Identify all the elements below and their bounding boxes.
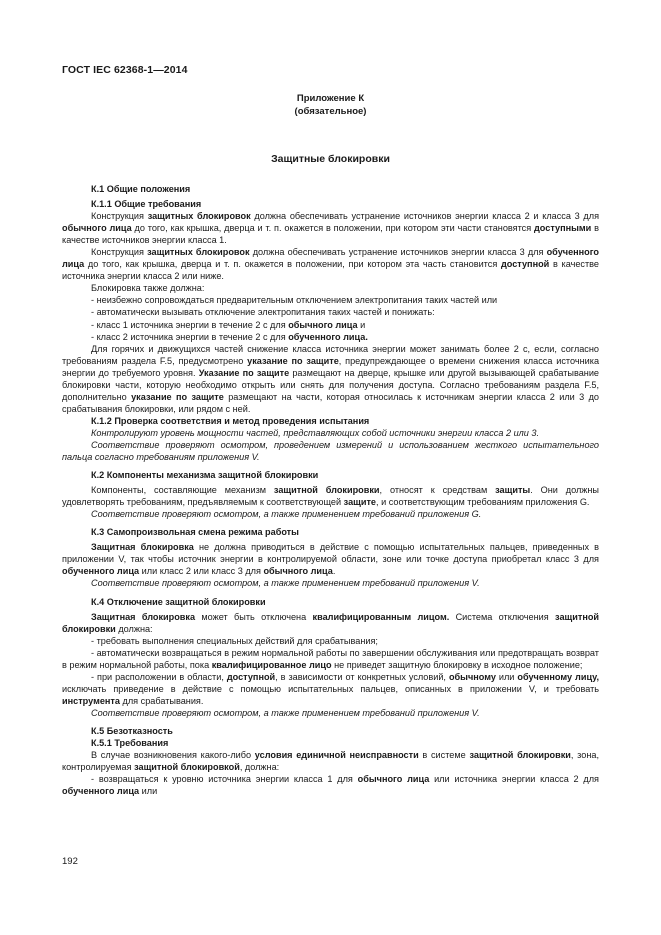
paragraph: Конструкция защитных блокировок должна обеспечивать устранение источников энергии класса 3 для обученного лица до того, как крышка, дверца и т. п. окажется в положении, при котором эта часть становится доступной в качестве источника энергии класса 2 или ниже. [62,247,599,282]
document-body [62,183,599,797]
paragraph: Для горячих и движущихся частей снижение класса источника энергии может занимать более 2 с, если, согласно требованиям раздела F.5, предусмотрено указание по защите, предупреждающее о времени снижения класса источника энергии до требуемого уровня. Указание по защите размещают на дверце, крышке или другой вызывающей срабатывание блокировки части, которую необходимо открыть или снять для получения доступа. Согласно требованиям раздела F.5, дополнительно указание по защите размещают на части, которая относилась к источникам энергии класса 2 или 3 до срабатывания блокировки, или рядом с ней. [62,343,600,414]
list-item: - возвращаться к уровню источника энергии класса 1 для обычного лица или источника энергии класса 2 для обученного лица или [62,774,599,797]
paragraph: Защитная блокировка не должна приводиться в действие с помощью испытательных пальцев, приведенных в приложении V, так чтобы источник энергии в контролируемой области, зоне или точке доступа приобретал класс 3 для обученного лица или класс 2 или класс 3 для обычного лица. [62,542,600,577]
section-heading-k5: К.5 Безотказность [91,725,173,736]
list-item: - автоматически вызывать отключение электропитания таких частей и понижать: [91,307,435,318]
section-heading-k51: К.5.1 Требования [91,738,169,749]
compliance-note: Контролируют уровень мощности частей, представляющих собой источники энергии класса 2 или 3. [91,427,540,438]
list-item: - требовать выполнения специальных действий для срабатывания; [91,635,378,646]
section-heading-k4: К.4 Отключение защитной блокировки [91,596,266,607]
section-heading-k2: К.2 Компоненты механизма защитной блокировки [91,470,319,481]
standard-number: ГОСТ IEC 62368-1—2014 [62,64,188,76]
document-title: Защитные блокировки [271,153,390,165]
section-heading-k3: К.3 Самопроизвольная смена режима работы [91,527,299,538]
paragraph: Защитная блокировка может быть отключена квалифицированным лицом. Система отключения защитной блокировки должна: [62,611,600,634]
paragraph: В случае возникновения какого-либо условия единичной неисправности в системе защитной блокировки, зона, контролируемая защитной блокировкой, должна: [62,750,599,773]
list-item: - при расположении в области, доступной, в зависимости от конкретных условий, обычному или обученному лицу, исключать приведение в действие с помощью испытательных пальцев, описанных в приложении V, и требовать инструмента для срабатывания. [62,671,599,706]
paragraph: Компоненты, составляющие механизм защитной блокировки, относят к средствам защиты. Они должны удовлетворять требованиям, предъявляемым к соответствующей защите, и соответствующим требованиям приложения G. [62,485,599,508]
compliance-note: Соответствие проверяют осмотром, а также применением требований приложения V. [91,578,480,589]
list-item: - класс 2 источника энергии в течение 2 с для обученного лица. [91,331,368,342]
paragraph: Блокировка также должна: [91,283,205,294]
list-item: - автоматически возвращаться в режим нормальной работы по завершении обслуживания или предотвращать возврат в режим нормальной работы, пока квалифицированное лицо не приведет защитную блокировку в исходное положение; [62,647,599,670]
page-number: 192 [62,856,78,867]
section-heading-k12: К.1.2 Проверка соответствия и метод проведения испытания [91,415,370,426]
appendix-subtitle: (обязательное) [294,106,367,117]
section-heading-k11: К.1.1 Общие требования [91,199,202,210]
section-heading-k1: К.1 Общие положения [91,184,191,194]
compliance-note: Соответствие проверяют осмотром, а также применением требований приложения V. [91,707,480,718]
compliance-note: Соответствие проверяют осмотром, проведением измерений и использованием жесткого испытательного пальца согласно требованиям приложения V. [62,439,599,463]
compliance-note: Соответствие проверяют осмотром, а также применением требований приложения G. [91,509,482,520]
list-item: - класс 1 источника энергии в течение 2 с для обычного лица и [91,319,366,330]
paragraph: Конструкция защитных блокировок должна обеспечивать устранение источников энергии класса 2 и класса 3 для обычного лица до того, как крышка, дверца и т. п. окажется в положении, при котором эти части становятся доступными в качестве источников энергии класса 1. [62,211,600,246]
list-item: - неизбежно сопровождаться предварительным отключением электропитания таких частей или [91,295,498,306]
appendix-title: Приложение К [296,93,365,104]
